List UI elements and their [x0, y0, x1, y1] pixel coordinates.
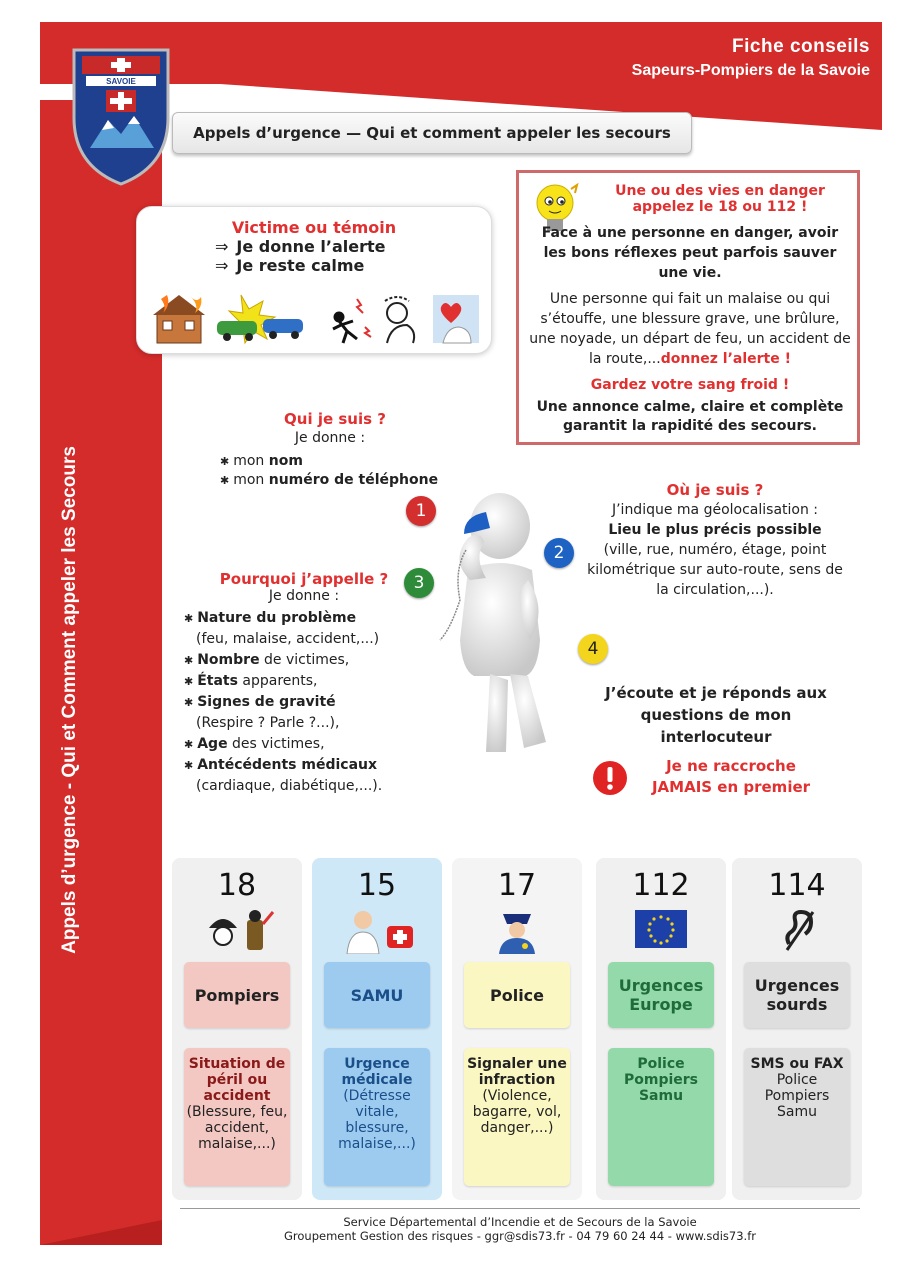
warning-icon: [592, 760, 628, 796]
ou-sub: J’indique ma géolocalisation :: [611, 502, 819, 518]
emergency-number: 112: [632, 868, 690, 903]
victime-line: ⇒ Je donne l’alerte: [215, 237, 386, 256]
list-item: ✱ Signes de gravité (Respire ? Parle ?...),: [184, 694, 340, 731]
number-card-112: [596, 858, 726, 1200]
list-item: ✱ Antécédents médicaux (cardiaque, diabétique,...).: [184, 757, 383, 794]
person-on-phone-icon: [430, 490, 580, 770]
service-name: Pompiers: [184, 962, 290, 1028]
service-desc: SMS ou FAX Police Pompiers Samu: [744, 1048, 850, 1186]
list-item: ✱ Age des victimes,: [184, 736, 325, 752]
service-desc: Situation de péril ou accident (Blessure, feu, accident, malaise,...): [184, 1048, 290, 1186]
car-crash-icon: [217, 295, 303, 343]
firefighter-icon: [197, 906, 277, 954]
svg-text:SAVOIE: SAVOIE: [106, 77, 136, 86]
number-card-114: [732, 858, 862, 1200]
deaf-icon: [757, 906, 837, 954]
step-4-badge: 4: [578, 634, 608, 664]
page-title: Appels d’urgence — Qui et comment appeler les secours: [172, 112, 692, 154]
qui-section: [220, 410, 440, 490]
header-title: Fiche conseils: [732, 36, 870, 57]
ou-title: Où je suis ?: [666, 481, 764, 499]
header-subtitle: Sapeurs-Pompiers de la Savoie: [631, 62, 870, 79]
savoie-shield-icon: [68, 38, 174, 188]
number-card-15: [312, 858, 442, 1200]
danger-title: Une ou des vies en danger appelez le 18 ou 112 !: [615, 183, 825, 215]
footer-line2: Groupement Gestion des risques - ggr@sdis73.fr - 04 79 60 24 44 - www.sdis73.fr: [284, 1229, 756, 1243]
pourquoi-section: [184, 570, 424, 797]
qui-sub: Je donne :: [294, 430, 366, 446]
house-fire-icon: [153, 295, 205, 343]
falling-person-icon: [333, 299, 371, 343]
list-item: ✱ mon nom: [220, 453, 303, 469]
ou-bold: Lieu le plus précis possible: [608, 522, 822, 538]
eu-flag-icon: [621, 906, 701, 954]
service-name: Police: [464, 962, 570, 1028]
list-item: ✱ Nombre de victimes,: [184, 652, 350, 668]
pourquoi-sub: Je donne :: [268, 588, 340, 604]
keep-calm-heading: Gardez votre sang froid !: [590, 377, 790, 393]
list-item: ✱ mon numéro de téléphone: [220, 472, 439, 488]
heart-attack-icon: [433, 295, 479, 343]
step-1-badge: 1: [406, 496, 436, 526]
service-desc: Signaler une infraction (Violence, bagarre, vol, danger,...): [464, 1048, 570, 1186]
danger-intro: Face à une personne en danger, avoir les bons réflexes peut parfois sauver une vie.: [541, 225, 839, 281]
vertical-title: Appels d’urgence - Qui et Comment appeler les Secours: [59, 446, 80, 954]
footer-line1: Service Départemental d’Incendie et de Secours de la Savoie: [343, 1215, 697, 1229]
header-titles: [632, 36, 870, 80]
dizzy-person-icon: [385, 297, 414, 343]
policeman-icon: [477, 906, 557, 954]
emergency-number: 17: [497, 868, 537, 903]
step-3-badge: 3: [404, 568, 434, 598]
emergency-number: 114: [768, 868, 826, 903]
doctor-icon: [337, 906, 417, 954]
service-name: SAMU: [324, 962, 430, 1028]
emergency-number: 15: [357, 868, 397, 903]
emergency-number: 18: [217, 868, 257, 903]
service-name: Urgences Europe: [608, 962, 714, 1028]
jamais-text: Je ne raccroche JAMAIS en premier: [651, 757, 811, 796]
service-name: Urgences sourds: [744, 962, 850, 1028]
victime-title: Victime ou témoin: [231, 218, 397, 237]
list-item: ✱ Nature du problème (feu, malaise, accident,...): [184, 610, 380, 647]
qui-title: Qui je suis ?: [284, 410, 386, 428]
ecoute-text: J’écoute et je réponds aux questions de mon interlocuteur: [605, 684, 827, 746]
service-desc: Police Pompiers Samu: [608, 1048, 714, 1186]
footer: [180, 1208, 860, 1243]
service-desc: Urgence médicale (Détresse vitale, blessure, malaise,...): [324, 1048, 430, 1186]
number-card-18: [172, 858, 302, 1200]
step-2-badge: 2: [544, 538, 574, 568]
danger-text: Une personne qui fait un malaise ou qui s’étouffe, une blessure grave, une brûlure, une noyade, un départ de feu, un accident de la route,...donnez l’alerte !: [529, 291, 851, 367]
pourquoi-title: Pourquoi j’appelle ?: [219, 570, 389, 588]
emergency-situations-icon: [151, 291, 483, 347]
ou-section: [580, 480, 850, 600]
ou-detail: (ville, rue, numéro, étage, point kilométrique sur auto-route, sens de la circulation,...).: [587, 542, 843, 598]
victime-box: [136, 206, 492, 354]
list-item: ✱ États apparents,: [184, 673, 318, 689]
number-card-17: [452, 858, 582, 1200]
danger-box: [516, 170, 860, 445]
victime-line: ⇒ Je reste calme: [215, 256, 365, 275]
announce-text: Une annonce calme, claire et complète garantit la rapidité des secours.: [536, 399, 844, 434]
